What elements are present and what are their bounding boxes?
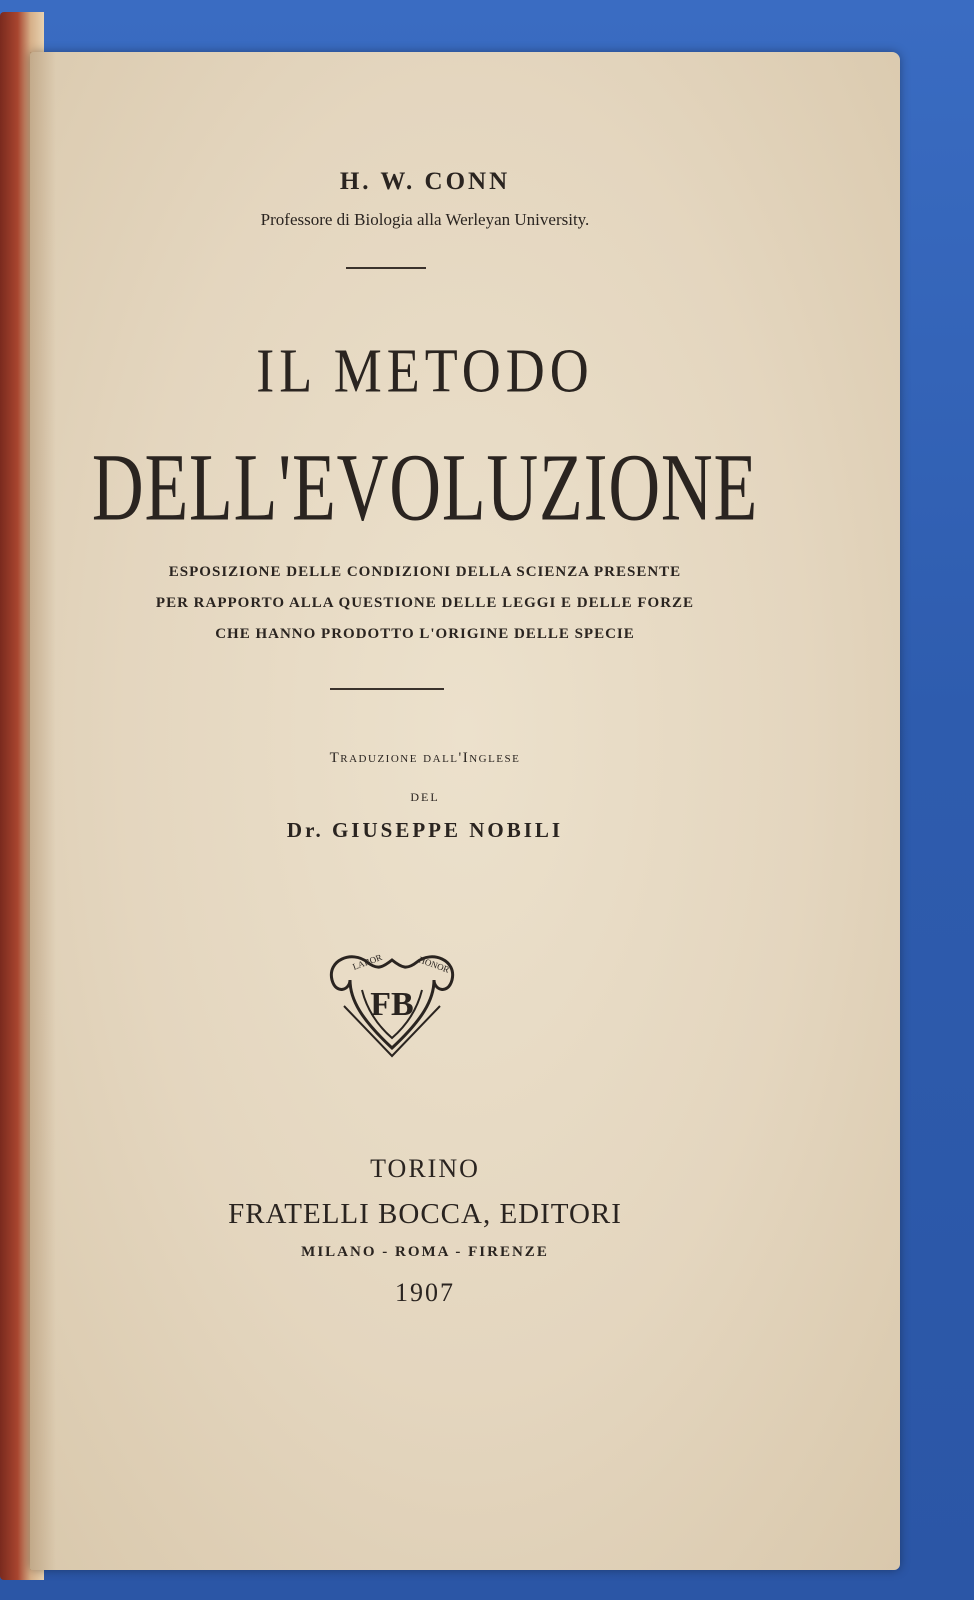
- translation-note: Traduzione dall'Inglese: [329, 750, 521, 766]
- emblem-motto-right: HONOR: [417, 954, 451, 975]
- book-title-line2: DELL'EVOLUZIONE: [91, 433, 759, 541]
- book-title-line1: IL METODO: [256, 336, 594, 406]
- subtitle-line: PER RAPPORTO ALLA QUESTIONE DELLE LEGGI E DELLE FORZE: [155, 595, 695, 611]
- publication-city: TORINO: [370, 1154, 480, 1183]
- publisher-emblem-icon: [322, 940, 462, 1060]
- emblem-motto-left: LABOR: [351, 952, 384, 972]
- divider-rule: [330, 688, 444, 690]
- publisher-name: FRATELLI BOCCA, EDITORI: [228, 1198, 622, 1230]
- author-name: H. W. CONN: [339, 168, 511, 195]
- subtitle-line: CHE HANNO PRODOTTO L'ORIGINE DELLE SPECIE: [215, 626, 635, 642]
- publisher-cities: MILANO - ROMA - FIRENZE: [301, 1244, 549, 1260]
- translator-name: Dr. GIUSEPPE NOBILI: [286, 818, 564, 842]
- translation-del: DEL: [410, 790, 440, 804]
- svg-text:FB: FB: [370, 986, 414, 1023]
- divider-rule: [346, 267, 426, 269]
- author-affiliation: Professore di Biologia alla Werleyan University.: [260, 210, 590, 229]
- publication-year: 1907: [395, 1278, 455, 1307]
- subtitle-line: ESPOSIZIONE DELLE CONDIZIONI DELLA SCIENZA PRESENTE: [168, 564, 682, 580]
- title-page: [30, 52, 900, 1570]
